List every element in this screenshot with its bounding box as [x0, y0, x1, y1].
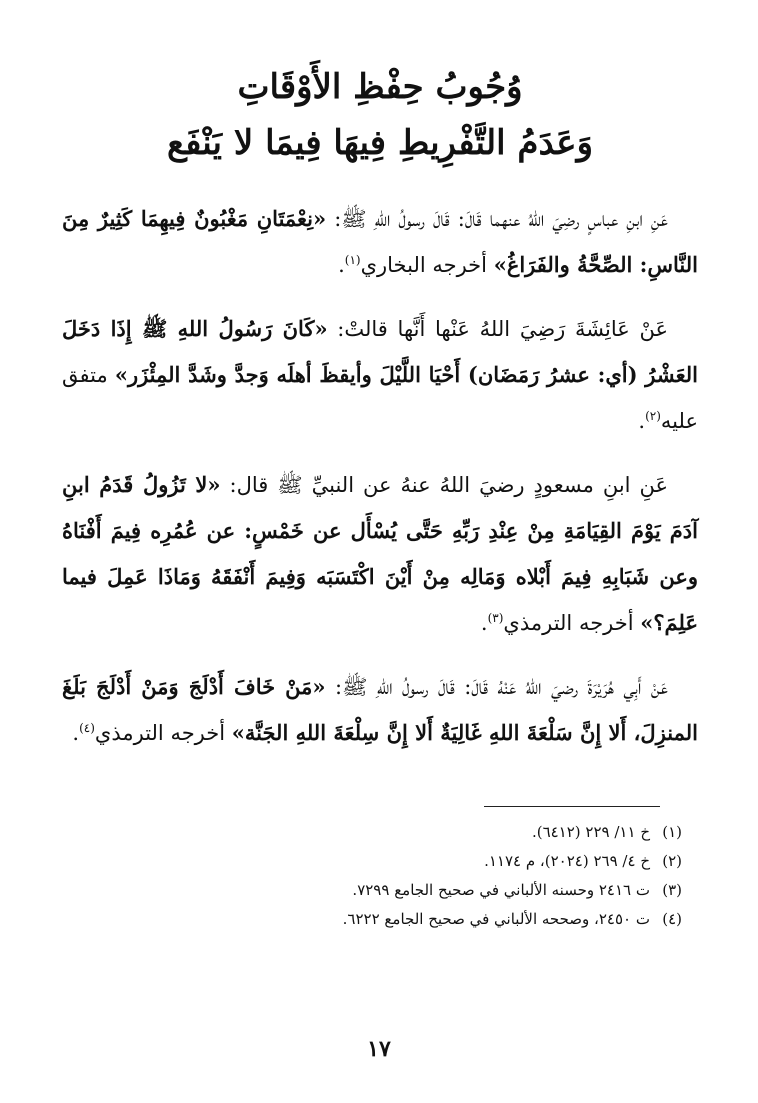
footnote-text: خ ١١/ ٢٢٩ (٦٤١٢).: [531, 823, 650, 841]
hadith-paragraph-2: [62, 306, 698, 444]
hadith-paragraph-3: [62, 462, 698, 646]
footnote-item: [80, 818, 682, 847]
hadith-3-source: أخرجه الترمذي: [503, 611, 641, 635]
hadith-body: [62, 196, 698, 774]
hadith-3-narration: عَنِ ابنِ مسعودٍ رضيَ اللهُ عنهُ عن النبيِّ ﷺ قال:: [220, 473, 669, 497]
hadith-paragraph-1: [62, 196, 698, 288]
footnote-item: [80, 876, 682, 905]
footnote-item: [80, 905, 682, 934]
footnote-item: [80, 847, 682, 876]
footnote-number: (١): [662, 823, 682, 841]
hadith-1-narration: عَنِ ابنِ عباسٍ رضِيَ اللهُ عنهما قَالَ: قَالَ رسولُ اللهِ ﷺ:: [326, 207, 669, 231]
hadith-4-text: «مَنْ خَافَ أَدْلَجَ وَمَنْ أَدْلَجَ بَلَغَ المنزِلَ، أَلا إِنَّ سَلْعَةَ اللهِ غَالِيَةٌ أَلا إِنَّ سِلْعَةَ اللهِ الجَنَّة»: [62, 674, 698, 745]
footnote-text: ت ٢٤١٦ وحسنه الألباني في صحيح الجامع ٧٢٩٩.: [352, 881, 650, 899]
hadith-2-end: .: [638, 409, 646, 433]
footnote-number: (٣): [662, 881, 682, 899]
hadith-1-text: «نِعْمَتَانِ مَغْبُونٌ فِيهِمَا كَثِيرٌ مِنَ النَّاسِ: الصِّحَّةُ والفَرَاغُ»: [62, 206, 698, 277]
hadith-4-source: أخرجه الترمذي: [94, 721, 232, 745]
footnote-ref-4[interactable]: (٤): [79, 721, 95, 735]
page-number: ١٧: [367, 1036, 391, 1062]
hadith-2-narration: عَنْ عَائِشَةَ رَضِيَ اللهُ عَنْها أَنَّها قالتْ:: [327, 317, 668, 341]
footnote-ref-2[interactable]: (٢): [645, 409, 661, 423]
hadith-2-text: «كَانَ رَسُولُ اللهِ ﷺ إِذَا دَخَلَ العَشْرُ (أي: عشرُ رَمَضَان) أَحْيَا اللَّيْلَ وأيقظَ أهلَه وَجدَّ وشَدَّ المِئْزَر»: [62, 316, 698, 387]
hadith-1-source: أخرجه البخاري: [360, 253, 494, 277]
hadith-3-text: «لا تَزُولُ قَدَمُ ابنِ آدَمَ يَوْمَ القِيَامَةِ مِنْ عِنْدِ رَبِّهِ حَتَّى يُسْأَل عن خَمْسٍ: عن عُمُرِه فِيمَ أَفْنَاهُ وعن شَبَابِهِ فِيمَ أَبْلاه وَمَالِه مِنْ أَيْنَ اكْتَسَبَه وَفِيمَ أَنْفَقَهُ وَمَاذَا عَمِلَ فيما عَلِمَ؟»: [62, 472, 698, 635]
hadith-3-end: .: [480, 611, 488, 635]
hadith-1-end: .: [338, 253, 345, 277]
hadith-4-narration: عَنْ أَبِي هُرَيْرَةَ رضيَ اللهُ عَنْهُ قَالَ: قَالَ رسولُ اللهِ ﷺ:: [325, 675, 668, 699]
footnotes-list: [80, 818, 682, 934]
hadith-2-source: متفق عليه: [62, 363, 698, 433]
page-title-line-1: وُجُوبُ حِفْظِ الأَوْقَاتِ: [237, 67, 523, 107]
hadith-4-end: .: [72, 721, 80, 745]
footnote-ref-1[interactable]: (١): [344, 253, 361, 267]
footnote-divider: [484, 806, 660, 807]
footnote-number: (٢): [662, 852, 682, 870]
page-title-line-2: وَعَدَمُ التَّفْرِيطِ فِيهَا فِيمَا لا يَنْفَع: [166, 123, 594, 163]
footnote-ref-3[interactable]: (٣): [487, 611, 504, 625]
footnote-number: (٤): [662, 910, 682, 928]
footnote-text: ت ٢٤٥٠، وصححه الألباني في صحيح الجامع ٦٢٢٢.: [342, 910, 650, 928]
footnote-text: خ ٤/ ٢٦٩ (٢٠٢٤)، م ١١٧٤.: [484, 852, 650, 870]
hadith-paragraph-4: [62, 664, 698, 756]
